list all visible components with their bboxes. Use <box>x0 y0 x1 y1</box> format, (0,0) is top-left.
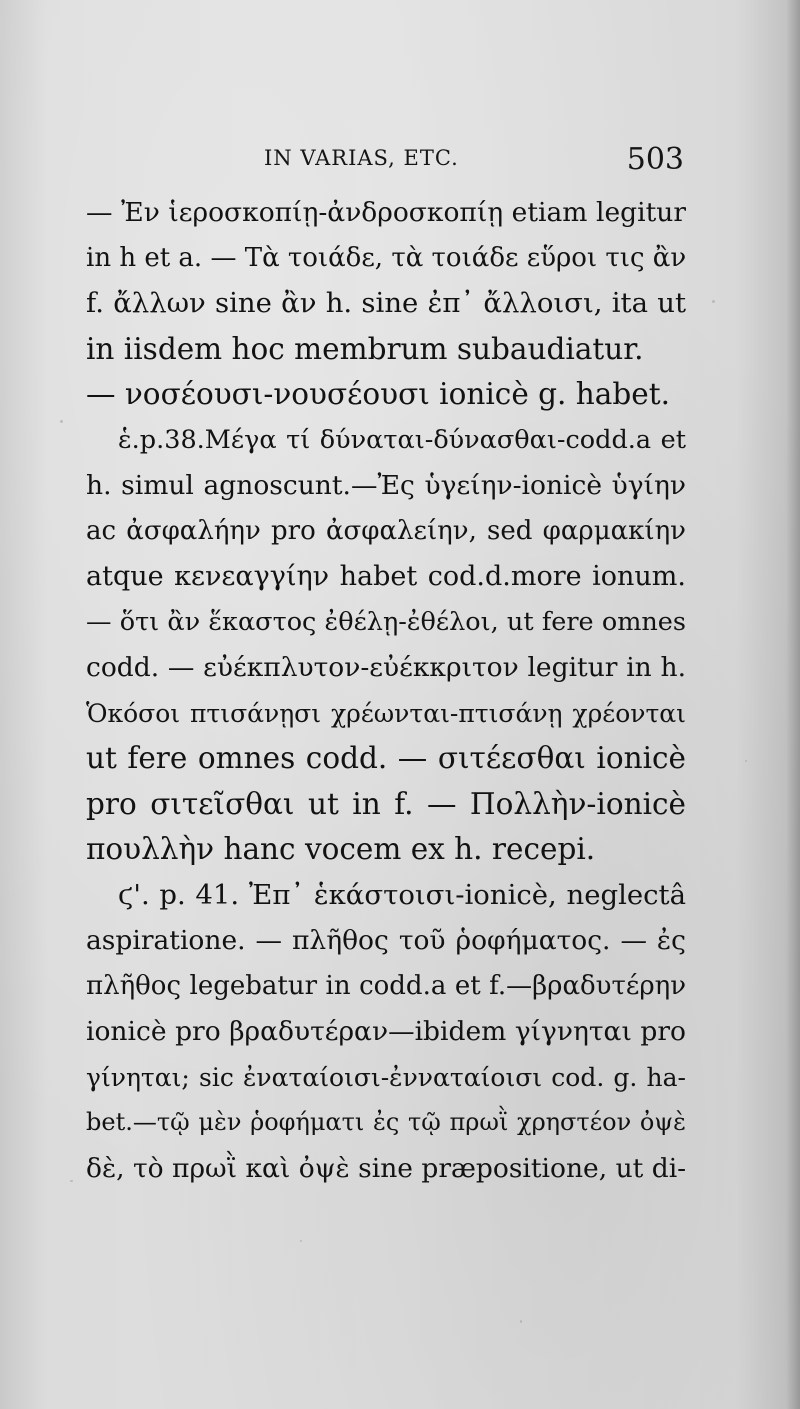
text-line: atque κενεαγγίην habet cod.d.more ionum. <box>86 561 686 592</box>
text-line: bet.—τῷ μὲν ῥοφήματι ἐς τῷ πρωῒ χρηστέον ὀψὲ <box>86 1108 686 1136</box>
text-line: pro σιτεῖσθαι ut in f. — Πολλὴν-ionicè <box>86 786 686 821</box>
text-line: πουλλὴν hanc vocem ex h. recepi. <box>86 832 596 866</box>
text-line: aspiratione. — πλῆθος τοῦ ῥοφήματος. — ἐς <box>86 925 686 956</box>
text-line: πλῆθος legebatur in codd.a et f.—βραδυτέρην <box>86 970 686 1001</box>
text-line: in h et a. — Τὰ τοιάδε, τὰ τοιάδε εὕροι τις ἂν <box>86 242 686 273</box>
text-line: ac ἀσφαλήην pro ἀσφαλείην, sed φαρμακίην <box>86 515 686 546</box>
text-line: h. simul agnoscunt.—Ἐς ὑγείην-ionicè ὑγίην <box>86 470 686 501</box>
text-line: in iisdem hoc membrum subaudiatur. <box>86 331 644 366</box>
text-line: codd. — εὐέκπλυτον-εὐέκκριτον legitur in h. <box>86 652 686 683</box>
body-text <box>86 190 686 1191</box>
text-line: ut fere omnes codd. — σιτέεσθαι ionicè <box>86 741 686 775</box>
running-head <box>86 142 684 182</box>
page-number: 503 <box>626 142 684 177</box>
text-line: — νοσέουσι-νουσέουσι ionicè g. habet. <box>86 377 670 411</box>
text-line: Ὁκόσοι πτισάνῃσι χρέωνται-πτισάνῃ χρέονται <box>86 698 686 728</box>
text-line: δὲ, τὸ πρωῒ καὶ ὀψὲ sine præpositione, ut di- <box>86 1152 686 1184</box>
running-head-title: IN VARIAS, ETC. <box>264 146 459 170</box>
text-line: — ὅτι ἂν ἕκαστος ἐθέλῃ-ἐθέλοι, ut fere omnes <box>86 606 686 637</box>
text-line: ionicè pro βραδυτέραν—ibidem γίγνηται pro <box>86 1016 686 1047</box>
text-line: ϛ'. p. 41. Ἐπ᾽ ἑκάστοισι-ionicè, neglectâ <box>118 878 686 911</box>
page-edge-shadow <box>786 0 800 1409</box>
text-line: γίνηται; sic ἐναταίοισι-ἐνναταίοισι cod. g. ha- <box>86 1062 686 1092</box>
text-line: — Ἐν ἱεροσκοπίῃ-ἀνδροσκοπίῃ etiam legitur <box>86 197 686 228</box>
text-line: ἑ.p.38.Μέγα τί δύναται-δύνασθαι-codd.a et <box>118 424 686 455</box>
text-line: f. ἄλλων sine ἂν h. sine ἐπ᾽ ἄλλοισι, ita ut <box>86 287 686 319</box>
